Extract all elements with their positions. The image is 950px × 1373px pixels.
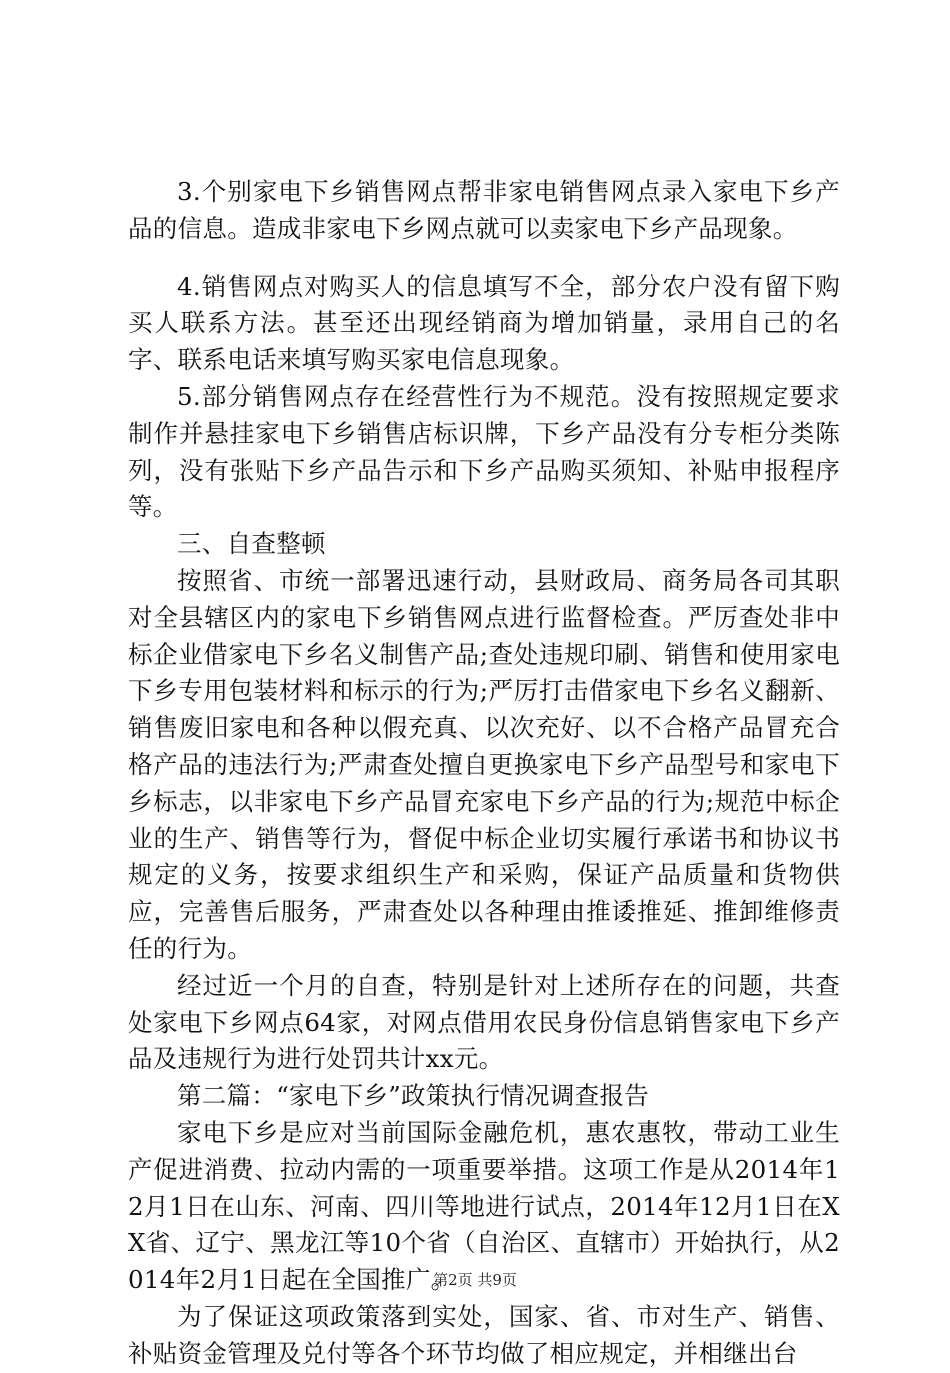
chapter-heading-second: 第二篇：“家电下乡”政策执行情况调查报告 bbox=[177, 1081, 650, 1111]
page-number-footer: 第2页 共9页 bbox=[433, 1271, 517, 1289]
section-heading-self-inspection: 三、自查整顿 bbox=[177, 529, 326, 559]
paragraph-item-5: 5.部分销售网点存在经营性行为不规范。没有按照规定要求制作并悬挂家电下乡销售店标识牌，下乡产品没有分专柜分类陈列，没有张贴下乡产品告示和下乡产品购买须知、补贴申报程序等。 bbox=[128, 381, 840, 522]
document-body bbox=[128, 174, 840, 1373]
paragraph-item-4: 4.销售网点对购买人的信息填写不全，部分农户没有留下购买人联系方法。甚至还出现经销商为增加销量，录用自己的名字、联系电话来填写购买家电信息现象。 bbox=[128, 271, 840, 375]
paragraph-policy-implementation: 为了保证这项政策落到实处，国家、省、市对生产、销售、补贴资金管理及兑付等各个环节均做了相应规定，并相继出台 bbox=[128, 1301, 840, 1368]
paragraph-item-3: 3.个别家电下乡销售网点帮非家电销售网点录入家电下乡产品的信息。造成非家电下乡网点就可以卖家电下乡产品现象。 bbox=[128, 177, 840, 243]
paragraph-inspection-results: 经过近一个月的自查，特别是针对上述所存在的问题，共查处家电下乡网点64家，对网点借用农民身份信息销售家电下乡产品及违规行为进行处罚共计xx元。 bbox=[128, 970, 840, 1074]
paragraph-inspection-actions: 按照省、市统一部署迅速行动，县财政局、商务局各司其职对全县辖区内的家电下乡销售网点进行监督检查。严厉查处非中标企业借家电下乡名义制售产品;查处违规印刷、销售和使用家电下乡专用包装材料和标示的行为;严厉打击借家电下乡名义翻新、销售废旧家电和各种以假充真、以次充好、以不合格产品冒充合格产品的违法行为;严肃查处擅自更换家电下乡产品型号和家电下乡标志，以非家电下乡产品冒充家电下乡产品的行为;规范中标企业的生产、销售等行为，督促中标企业切实履行承诺书和协议书规定的义务，按要求组织生产和采购，保证产品质量和货物供应，完善售后服务，严肃查处以各种理由推诿推延、推卸维修责任的行为。 bbox=[128, 565, 840, 963]
paragraph-policy-background: 家电下乡是应对当前国际金融危机，惠农惠牧，带动工业生产促进消费、拉动内需的一项重要举措。这项工作是从2014年12月1日在山东、河南、四川等地进行试点，2014年12月1日在XX省、辽宁、黑龙江等10个省（自治区、直辖市）开始执行，从2014年2月1日起在全国推广。 bbox=[128, 1117, 840, 1295]
